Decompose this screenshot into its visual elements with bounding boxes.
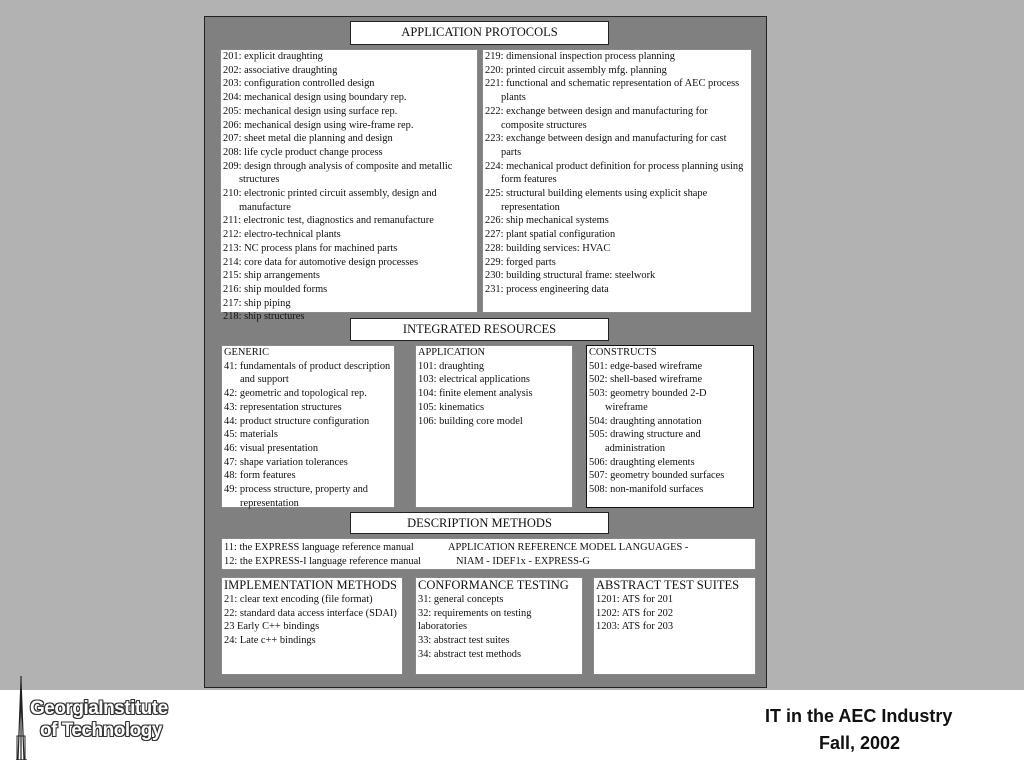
construct-resource-item: 504: draughting annotation xyxy=(589,415,702,427)
application-protocol-item: 216: ship moulded forms xyxy=(223,283,328,295)
application-protocol-item: 224: mechanical product definition for process planning using form features xyxy=(485,160,744,186)
application-protocol-item: 213: NC process plans for machined parts xyxy=(223,242,398,254)
express-i-manual-item: 12: the EXPRESS-I language reference manual xyxy=(224,555,422,567)
generic-resource-item: 49: process structure, property and representation xyxy=(224,484,368,509)
express-manual-item: 11: the EXPRESS language reference manual xyxy=(224,542,414,553)
implementation-methods-title: IMPLEMENTATION METHODS xyxy=(224,578,397,592)
abstract-test-suite-item: 1203: ATS for 203 xyxy=(596,621,674,633)
application-protocol-item: 218: ship structures xyxy=(223,311,305,323)
application-resource-item: 101: draughting xyxy=(418,360,485,372)
generic-resource-item: 47: shape variation tolerances xyxy=(224,456,348,468)
application-protocol-item: 210: electronic printed circuit assembly, design and manufacture xyxy=(223,188,437,213)
generic-title: GENERIC xyxy=(224,347,270,358)
application-protocol-item: 226: ship mechanical systems xyxy=(485,215,609,227)
logo-line2: of Technology xyxy=(40,720,162,741)
application-protocol-item: 202: associative draughting xyxy=(223,64,338,76)
description-methods-box xyxy=(221,538,756,570)
integrated-resources-header: INTEGRATED RESOURCES xyxy=(350,318,609,341)
implementation-method-item: 24: Late c++ bindings xyxy=(224,635,316,647)
application-protocol-item: 203: configuration controlled design xyxy=(223,78,375,90)
application-resource-item: 106: building core model xyxy=(418,415,523,427)
application-protocols-right-list xyxy=(482,49,752,313)
generic-resource-item: 46: visual presentation xyxy=(224,442,319,454)
application-protocol-item: 222: exchange between design and manufacturing for composite structures xyxy=(485,105,708,131)
abstract-test-suites-box xyxy=(593,577,756,675)
conformance-testing-item: 34: abstract test methods xyxy=(418,648,522,660)
construct-resource-item: 503: geometry bounded 2-D wireframe xyxy=(589,388,707,413)
arm-languages-title: APPLICATION REFERENCE MODEL LANGUAGES - xyxy=(448,542,689,553)
course-title: IT in the AEC Industry xyxy=(765,706,953,726)
application-protocols-left-list xyxy=(220,49,478,323)
application-protocol-item: 201: explicit draughting xyxy=(223,51,323,62)
georgia-tech-logo xyxy=(14,676,224,760)
application-protocol-item: 215: ship arrangements xyxy=(223,270,320,282)
arm-languages-list: NIAM - IDEF1x - EXPRESS-G xyxy=(456,555,590,567)
generic-resource-item: 42: geometric and topological rep. xyxy=(224,388,367,400)
construct-resource-item: 506: draughting elements xyxy=(589,456,695,468)
application-protocol-item: 220: printed circuit assembly mfg. planning xyxy=(485,64,667,76)
application-protocol-item: 211: electronic test, diagnostics and remanufacture xyxy=(223,215,434,227)
application-title: APPLICATION xyxy=(418,347,485,358)
application-protocols-header: APPLICATION PROTOCOLS xyxy=(350,21,609,45)
conformance-testing-box xyxy=(415,577,583,675)
implementation-method-item: 21: clear text encoding (file format) xyxy=(224,594,373,605)
generic-resource-item: 41: fundamentals of product description and support xyxy=(224,360,391,386)
application-protocol-item: 225: structural building elements using explicit shape representation xyxy=(485,188,708,213)
application-protocol-item: 212: electro-technical plants xyxy=(223,229,341,241)
generic-resources-box xyxy=(221,345,395,508)
construct-resource-item: 508: non-manifold surfaces xyxy=(589,484,704,496)
application-protocol-item: 223: exchange between design and manufacturing for cast parts xyxy=(485,133,727,158)
application-resource-item: 103: electrical applications xyxy=(418,374,530,386)
generic-resource-item: 45: materials xyxy=(224,429,278,441)
generic-resource-item: 43: representation structures xyxy=(224,401,342,413)
generic-resource-item: 44: product structure configuration xyxy=(224,415,370,427)
construct-resource-item: 507: geometry bounded surfaces xyxy=(589,470,725,482)
construct-resource-item: 502: shell-based wireframe xyxy=(589,374,703,386)
conformance-testing-item: 31: general concepts xyxy=(418,594,504,605)
application-resources-box xyxy=(415,345,573,508)
course-term: Fall, 2002 xyxy=(819,733,901,753)
application-protocol-item: 229: forged parts xyxy=(485,256,556,268)
construct-resource-item: 501: edge-based wireframe xyxy=(589,360,703,372)
application-protocol-item: 204: mechanical design using boundary rep. xyxy=(223,92,407,104)
application-protocol-item: 227: plant spatial configuration xyxy=(485,229,616,241)
abstract-test-suites-title: ABSTRACT TEST SUITES xyxy=(596,578,740,592)
application-protocol-item: 221: functional and schematic representation of AEC process plants xyxy=(485,78,740,104)
abstract-test-suite-item: 1202: ATS for 202 xyxy=(596,607,674,619)
application-protocol-item: 207: sheet metal die planning and design xyxy=(223,133,393,145)
conformance-testing-item: 33: abstract test suites xyxy=(418,635,510,647)
application-resource-item: 105: kinematics xyxy=(418,401,485,413)
constructs-box xyxy=(586,345,754,508)
application-protocol-item: 209: design through analysis of composite and metallic structures xyxy=(223,160,453,186)
construct-resource-item: 505: drawing structure and administration xyxy=(589,429,701,454)
abstract-test-suite-item: 1201: ATS for 201 xyxy=(596,594,674,605)
application-protocol-item: 208: life cycle product change process xyxy=(223,146,383,158)
application-protocol-item: 217: ship piping xyxy=(223,297,291,309)
constructs-title: CONSTRUCTS xyxy=(589,347,657,358)
application-protocol-item: 205: mechanical design using surface rep. xyxy=(223,105,398,117)
application-protocol-item: 228: building services: HVAC xyxy=(485,242,611,254)
step-standard-diagram xyxy=(204,16,767,688)
implementation-methods-box xyxy=(221,577,403,675)
logo-line1: GeorgiaInstitute xyxy=(30,698,168,719)
conformance-testing-item: 32: requirements on testing laboratories xyxy=(418,607,532,633)
application-protocol-item: 230: building structural frame: steelwork xyxy=(485,270,656,282)
conformance-testing-title: CONFORMANCE TESTING xyxy=(418,578,569,592)
application-resource-item: 104: finite element analysis xyxy=(418,388,533,400)
generic-resource-item: 48: form features xyxy=(224,470,296,482)
implementation-method-item: 22: standard data access interface (SDAI) xyxy=(224,607,397,619)
application-protocol-item: 219: dimensional inspection process planning xyxy=(485,51,675,62)
application-protocol-item: 214: core data for automotive design processes xyxy=(223,256,419,268)
application-protocol-item: 206: mechanical design using wire-frame rep. xyxy=(223,119,414,131)
description-methods-header: DESCRIPTION METHODS xyxy=(350,512,609,534)
implementation-method-item: 23 Early C++ bindings xyxy=(224,621,320,633)
application-protocol-item: 231: process engineering data xyxy=(485,283,609,295)
